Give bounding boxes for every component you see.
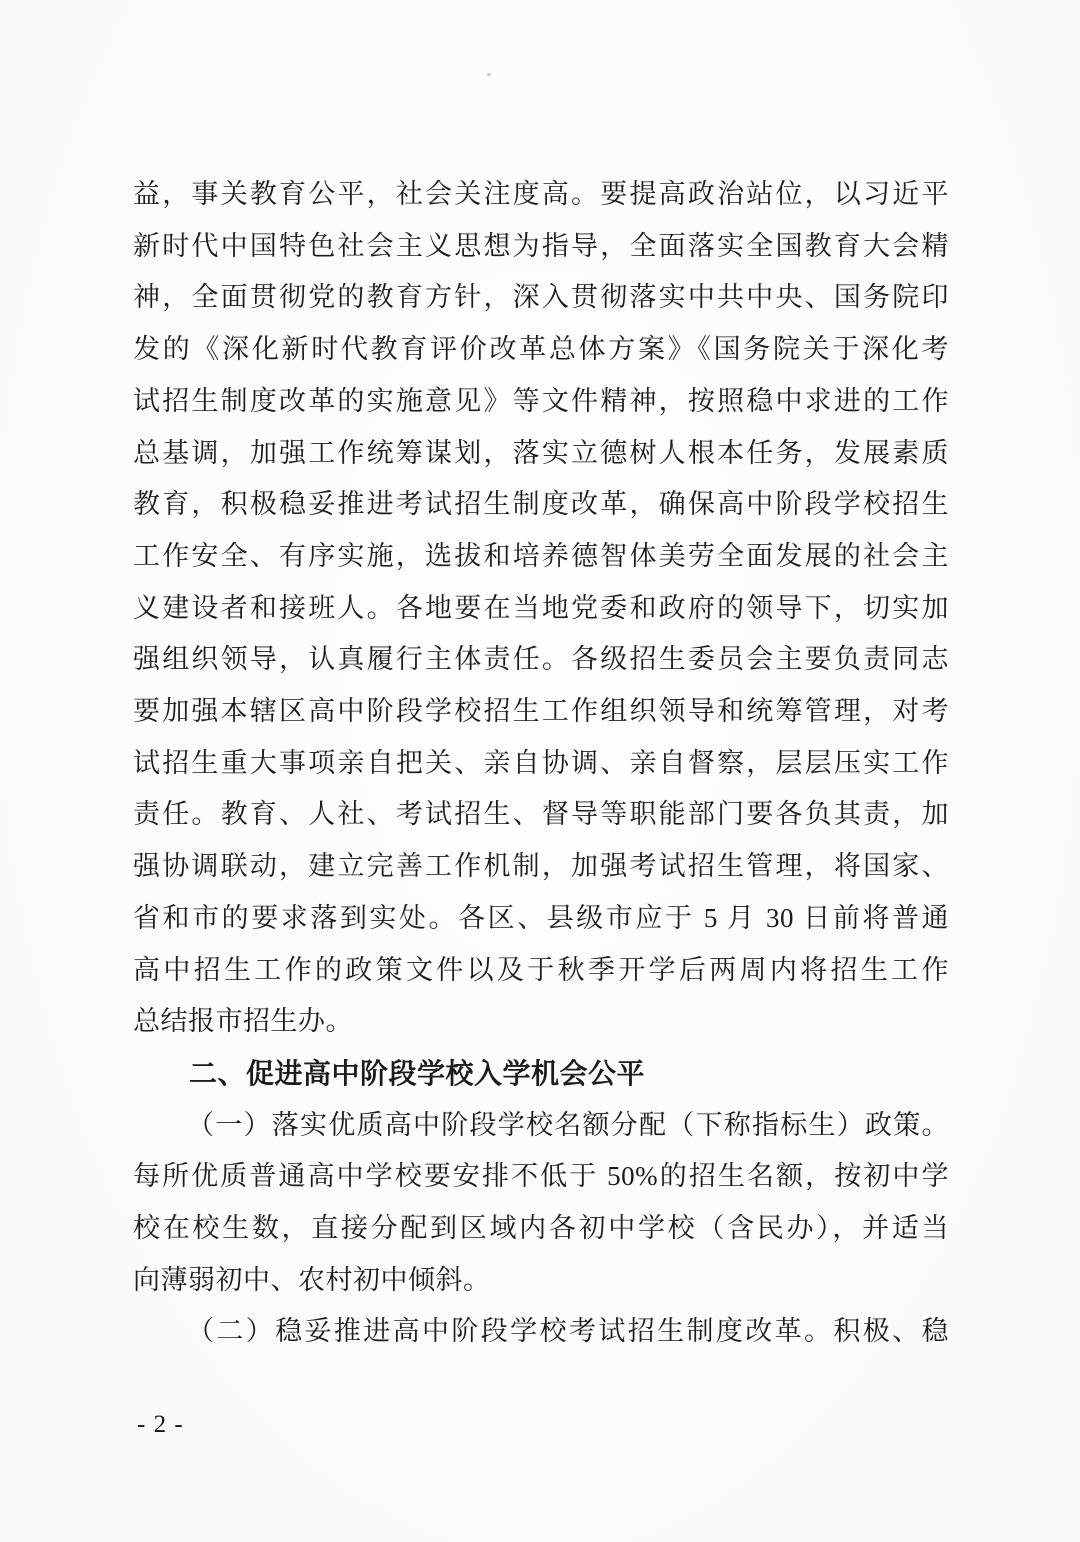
text-line: 教育，积极稳妥推进考试招生制度改革，确保高中阶段学校招生	[133, 489, 949, 520]
text-line: 每所优质普通高中学校要安排不低于 50%的招生名额，按初中学	[133, 1161, 949, 1192]
text-line: 要加强本辖区高中阶段学校招生工作组织领导和统筹管理，对考	[133, 696, 949, 727]
text-line: 总基调，加强工作统筹谋划，落实立德树人根本任务，发展素质	[133, 437, 949, 468]
text-line: 省和市的要求落到实处。各区、县级市应于 5 月 30 日前将普通	[133, 902, 949, 933]
text-line: 强组织领导，认真履行主体责任。各级招生委员会主要负责同志	[133, 644, 949, 675]
text-line: 试招生制度改革的实施意见》等文件精神，按照稳中求进的工作	[133, 385, 949, 416]
text-line: 神，全面贯彻党的教育方针，深入贯彻落实中共中央、国务院印	[133, 282, 949, 313]
section-heading: 二、促进高中阶段学校入学机会公平	[189, 1057, 646, 1089]
text-line: （一）落实优质高中阶段学校名额分配（下称指标生）政策。	[187, 1109, 949, 1140]
paragraph-end-line: 总结报市招生办。	[133, 1006, 353, 1037]
text-line: 强协调联动，建立完善工作机制，加强考试招生管理，将国家、	[133, 851, 949, 882]
text-line: 发的《深化新时代教育评价改革总体方案》《国务院关于深化考	[133, 334, 949, 365]
text-line: 试招生重大事项亲自把关、亲自协调、亲自督察，层层压实工作	[133, 747, 949, 778]
text-line: （二）稳妥推进高中阶段学校考试招生制度改革。积极、稳	[187, 1316, 949, 1347]
paragraph-end-line: 向薄弱初中、农村初中倾斜。	[133, 1264, 491, 1295]
text-line: 工作安全、有序实施，选拔和培养德智体美劳全面发展的社会主	[133, 540, 949, 571]
text-line: 高中招生工作的政策文件以及于秋季开学后两周内将招生工作	[133, 954, 949, 985]
page-number: - 2 -	[137, 1411, 184, 1438]
document-body	[133, 169, 949, 1358]
text-line: 责任。教育、人社、考试招生、督导等职能部门要各负其责，加	[133, 799, 949, 830]
text-line: 义建设者和接班人。各地要在当地党委和政府的领导下，切实加	[133, 592, 949, 623]
text-line: 校在校生数，直接分配到区域内各初中学校（含民办），并适当	[133, 1213, 949, 1244]
text-line: 益，事关教育公平，社会关注度高。要提高政治站位，以习近平	[133, 179, 949, 209]
scan-speck	[487, 73, 491, 76]
text-line: 新时代中国特色社会主义思想为指导，全面落实全国教育大会精	[133, 230, 949, 261]
